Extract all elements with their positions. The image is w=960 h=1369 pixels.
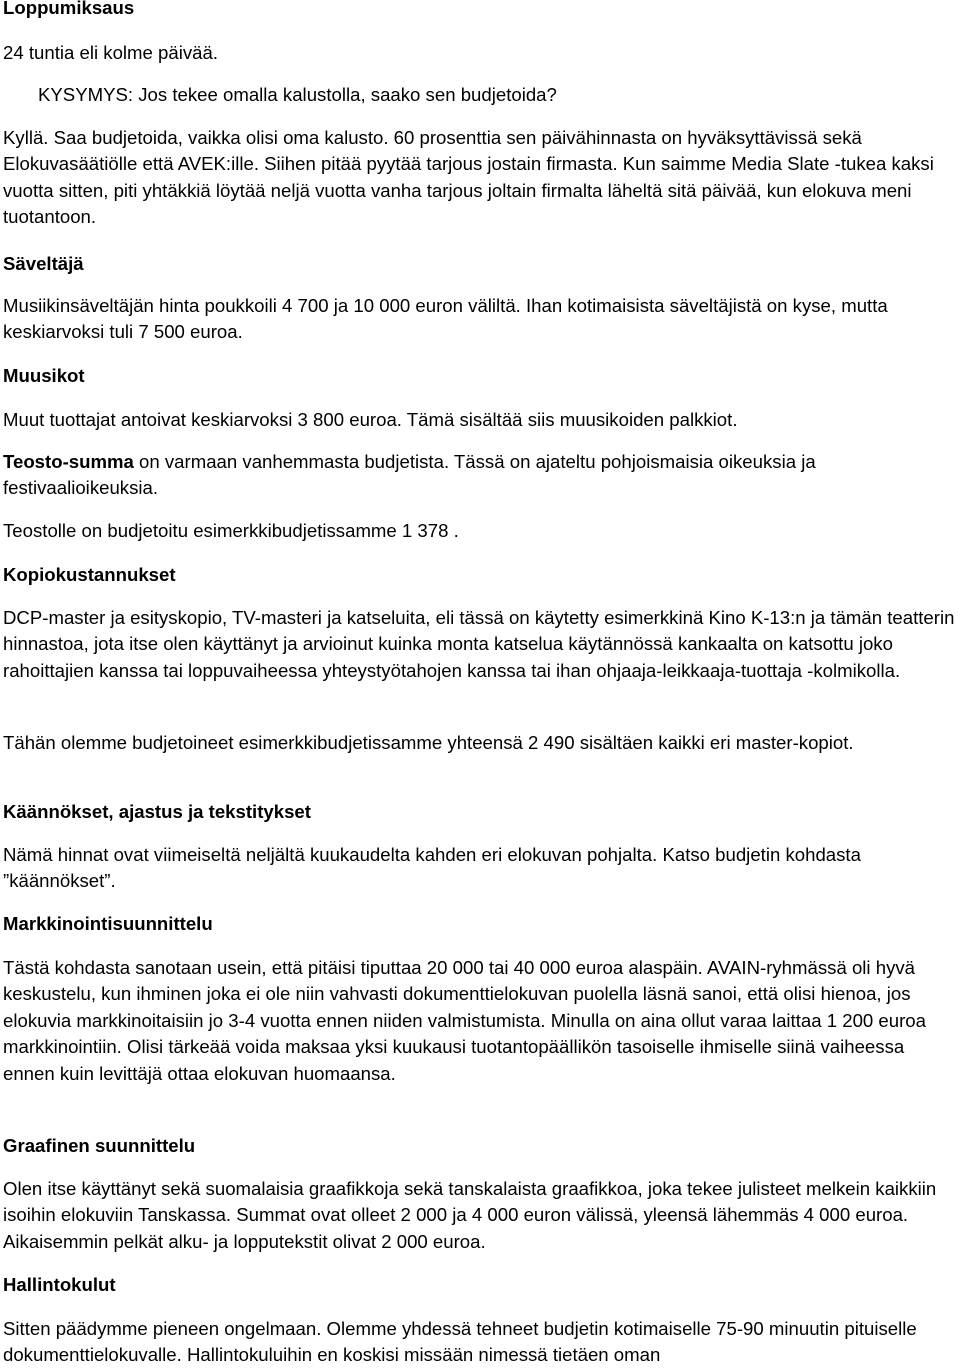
paragraph-teosto-budget: Teostolle on budjetoitu esimerkkibudjetissamme 1 378 . — [3, 520, 459, 541]
paragraph-answer: Kyllä. Saa budjetoida, vaikka olisi oma kalusto. 60 prosenttia sen päivähinnasta on hyväksyttävissä sekä Elokuvasäätiölle että AVEK:ille. Siihen pitää pyytää tarjous jostain firmasta. Kun saimme Media Slate -tukea kaksi vuotta sitten, piti yhtäkkiä löytää neljä vuotta vanha tarjous joltain firmalta läheltä sitä päivää, kun elokuva meni tuotantoon. — [3, 127, 934, 228]
section-heading-musicians: Muusikot — [3, 365, 85, 386]
section-heading-composer: Säveltäjä — [3, 253, 84, 274]
section-heading-translations: Käännökset, ajastus ja tekstitykset — [3, 801, 311, 822]
teosto-text: on varmaan vanhemmasta budjetista. Tässä on ajateltu pohjoismaisia oikeuksia ja festivaalioikeuksia. — [3, 451, 816, 499]
section-title-loppumiksaus: Loppumiksaus — [3, 0, 135, 18]
section-heading-admin-costs: Hallintokulut — [3, 1274, 116, 1295]
paragraph-admin-costs: Sitten päädymme pieneen ongelmaan. Olemme yhdessä tehneet budjetin kotimaiselle 75-90 minuutin pituiselle dokumenttielokuvalle. Hallintokuluihin en koskisi missään nimessä tietäen oman — [3, 1318, 917, 1366]
section-heading-graphic-design: Graafinen suunnittelu — [3, 1135, 196, 1156]
paragraph-duration: 24 tuntia eli kolme päivää. — [3, 42, 218, 63]
paragraph-translations: Nämä hinnat ovat viimeiseltä neljältä kuukaudelta kahden eri elokuvan pohjalta. Katso budjetin kohdasta ”käännökset”. — [3, 844, 861, 892]
paragraph-composer: Musiikinsäveltäjän hinta poukkoili 4 700 ja 10 000 euron väliltä. Ihan kotimaisista säveltäjistä on kyse, mutta keskiarvoksi tuli 7 500 euroa. — [3, 295, 888, 343]
section-heading-copy-costs: Kopiokustannukset — [3, 564, 176, 585]
teosto-lead: Teosto-summa — [3, 451, 134, 472]
paragraph-musicians: Muut tuottajat antoivat keskiarvoksi 3 800 euroa. Tämä sisältää siis muusikoiden palkkiot. — [3, 409, 738, 430]
section-heading-marketing: Markkinointisuunnittelu — [3, 913, 213, 934]
paragraph-marketing: Tästä kohdasta sanotaan usein, että pitäisi tiputtaa 20 000 tai 40 000 euroa alaspäin. AVAIN-ryhmässä oli hyvä keskustelu, kun ihminen joka ei ole niin vahvasti dokumenttielokuvan puolella läsnä sanoi, että olisi hienoa, jos elokuvia markkinoitaisiin jo 3-4 vuotta ennen niiden valmistumista. Minulla on aina ollut varaa laittaa 1 200 euroa markkinointiin. Olisi tärkeää voida maksaa yksi kuukausi tuotantopäällikön tasoiselle ihmiselle siinä vaiheessa ennen kuin levittäjä ottaa elokuvan huomaansa. — [3, 957, 926, 1084]
paragraph-copy-costs: DCP-master ja esityskopio, TV-masteri ja katseluita, eli tässä on käytetty esimerkkinä Kino K-13:n ja tämän teatterin hinnastoa, jota itse olen käyttänyt ja arvioinut kuinka monta katselua käytännössä kankaalta on katsottu joko rahoittajien kanssa tai loppuvaiheessa yhteystyötahojen kanssa tai ihan ohjaaja-leikkaaja-tuottaja -kolmikolla. — [3, 607, 955, 681]
paragraph-graphic-design: Olen itse käyttänyt sekä suomalaisia graafikkoja sekä tanskalaista graafikkoa, joka tekee julisteet melkein kaikkiin isoihin elokuviin Tanskassa. Summat ovat olleet 2 000 ja 4 000 euron välissä, yleensä lähemmäs 4 000 euroa. Aikaisemmin pelkät alku- ja lopputekstit olivat 2 000 euroa. — [3, 1178, 937, 1252]
question-text: KYSYMYS: Jos tekee omalla kalustolla, saako sen budjetoida? — [38, 84, 557, 105]
paragraph-teosto — [3, 449, 957, 502]
paragraph-copy-budget: Tähän olemme budjetoineet esimerkkibudjetissamme yhteensä 2 490 sisältäen kaikki eri master-kopiot. — [3, 732, 854, 753]
